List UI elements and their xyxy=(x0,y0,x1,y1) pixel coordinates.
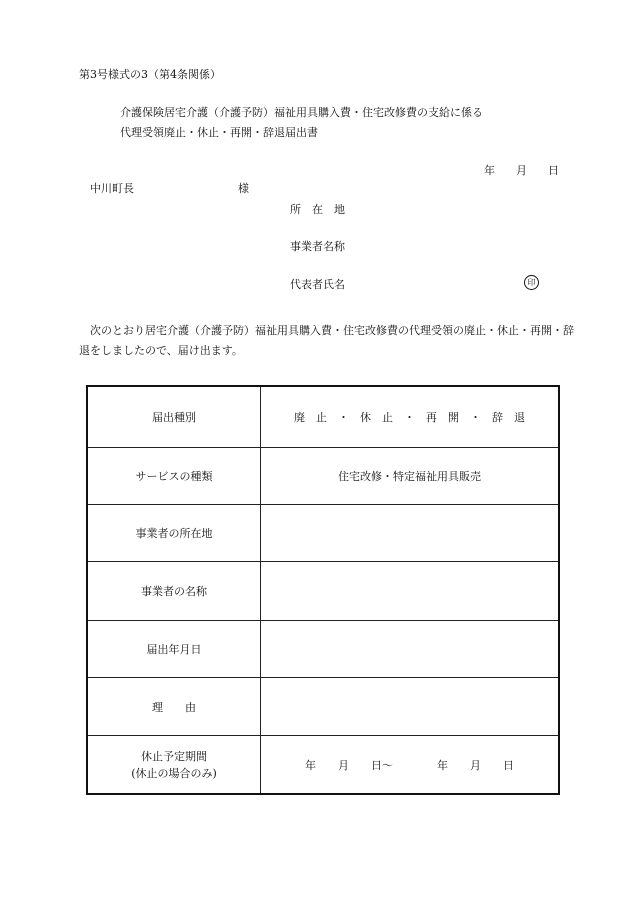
table-row xyxy=(87,386,559,447)
business-name-field[interactable] xyxy=(261,562,560,620)
document-title-line1: 介護保険居宅介護（介護予防）福祉用具購入費・住宅改修費の支給に係る xyxy=(120,106,483,119)
reason-field[interactable] xyxy=(261,677,560,735)
table-row xyxy=(87,505,559,562)
row-label-service-type: サービスの種類 xyxy=(87,447,261,504)
service-type-value: 住宅改修・特定福祉用具販売 xyxy=(261,447,560,504)
date-month: 月 xyxy=(516,164,527,177)
address-label: 所 在 地 xyxy=(290,203,345,216)
table-row xyxy=(87,447,559,504)
seal-icon: 印 xyxy=(524,275,539,290)
row-label-notification-type: 届出種別 xyxy=(87,386,261,447)
notification-date-field[interactable] xyxy=(261,620,560,677)
suspension-label-line2: (休止の場合のみ) xyxy=(131,766,217,780)
business-name-label: 事業者名称 xyxy=(290,240,345,253)
representative-label: 代表者氏名 xyxy=(290,278,345,291)
row-label-business-name: 事業者の名称 xyxy=(87,562,261,620)
row-label-notification-date: 届出年月日 xyxy=(87,620,261,677)
form-number: 第3号様式の3（第4条関係） xyxy=(79,68,221,81)
table-row xyxy=(87,677,559,735)
notification-type-options[interactable]: 廃 止 ・ 休 止 ・ 再 開 ・ 辞 退 xyxy=(261,386,560,447)
row-label-reason: 理 由 xyxy=(87,677,261,735)
date-day: 日 xyxy=(548,164,559,177)
body-text-line1: 次のとおり居宅介護（介護予防）福祉用具購入費・住宅改修費の代理受領の廃止・休止・再開・辞 xyxy=(90,324,574,337)
table-row xyxy=(87,620,559,677)
addressee-honorific: 様 xyxy=(238,182,249,195)
row-label-suspension-period xyxy=(87,736,261,794)
business-address-field[interactable] xyxy=(261,505,560,562)
date-year: 年 xyxy=(484,164,495,177)
addressee-name: 中川町長 xyxy=(90,182,134,195)
document-title-line2: 代理受領廃止・休止・再開・辞退届出書 xyxy=(120,126,318,139)
table-row xyxy=(87,736,559,794)
table-row xyxy=(87,562,559,620)
body-text-line2: 退をしましたので、届け出ます。 xyxy=(79,344,243,357)
suspension-period-field[interactable]: 年 月 日～ 年 月 日 xyxy=(261,736,560,794)
row-label-business-address: 事業者の所在地 xyxy=(87,505,261,562)
suspension-label-line1: 休止予定期間 xyxy=(141,749,207,763)
notification-table xyxy=(86,385,560,795)
